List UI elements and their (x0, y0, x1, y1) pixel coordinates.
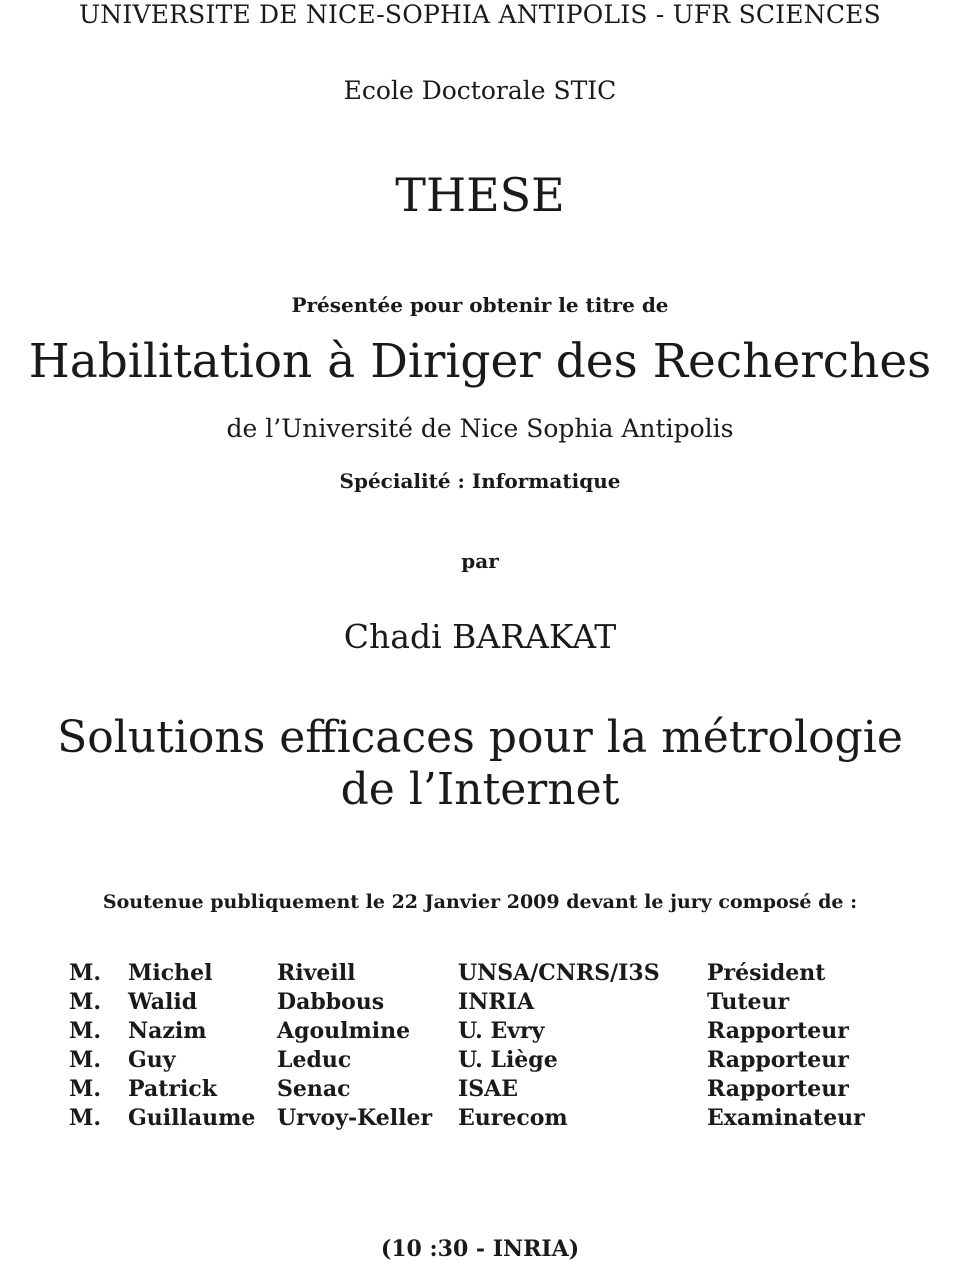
jury-member-institution: INRIA (458, 989, 535, 1015)
jury-row (0, 1047, 960, 1076)
jury-member-institution: U. Evry (458, 1018, 545, 1044)
jury-row (0, 989, 960, 1018)
jury-row (0, 1018, 960, 1047)
defense-statement: Soutenue publiquement le 22 Janvier 2009 devant le jury composé de : (102, 891, 858, 913)
presented-for-text: Présentée pour obtenir le titre de (291, 293, 669, 317)
jury-member-institution: ISAE (458, 1076, 519, 1102)
thesis-label: THESE (395, 168, 565, 222)
jury-row (0, 1105, 960, 1134)
jury-member-last-name: Dabbous (277, 989, 385, 1015)
university-header: UNIVERSITE DE NICE-SOPHIA ANTIPOLIS - UFR SCIENCES (79, 0, 881, 29)
jury-member-last-name: Urvoy-Keller (277, 1105, 433, 1131)
jury-table (0, 960, 960, 1134)
jury-member-last-name: Leduc (277, 1047, 352, 1073)
jury-member-role: Examinateur (707, 1105, 865, 1131)
jury-member-first-name: Walid (128, 989, 198, 1015)
jury-member-role: Rapporteur (707, 1047, 849, 1073)
doctoral-school: Ecole Doctorale STIC (343, 76, 617, 105)
jury-member-first-name: Guillaume (128, 1105, 256, 1131)
jury-row (0, 1076, 960, 1105)
jury-member-last-name: Agoulmine (277, 1018, 411, 1044)
jury-row (0, 960, 960, 989)
specialty: Spécialité : Informatique (339, 469, 621, 493)
jury-member-first-name: Patrick (128, 1076, 217, 1102)
jury-member-last-name: Riveill (277, 960, 356, 986)
jury-member-title: M. (69, 1105, 102, 1131)
degree-title: Habilitation à Diriger des Recherches (28, 334, 932, 389)
jury-member-title: M. (69, 1047, 102, 1073)
jury-member-last-name: Senac (277, 1076, 351, 1102)
defense-time-place: (10 :30 - INRIA) (380, 1236, 580, 1262)
jury-member-first-name: Nazim (128, 1018, 207, 1044)
jury-member-institution: UNSA/CNRS/I3S (458, 960, 660, 986)
jury-member-role: Président (707, 960, 826, 986)
jury-member-institution: U. Liège (458, 1047, 558, 1073)
jury-member-title: M. (69, 960, 102, 986)
jury-member-title: M. (69, 989, 102, 1015)
jury-member-role: Rapporteur (707, 1018, 849, 1044)
thesis-title-line-1: Solutions efficaces pour la métrologie (57, 712, 903, 763)
jury-member-title: M. (69, 1018, 102, 1044)
thesis-title-line-2: de l’Internet (340, 764, 620, 815)
jury-member-role: Tuteur (707, 989, 790, 1015)
jury-member-first-name: Guy (128, 1047, 176, 1073)
degree-university: de l’Université de Nice Sophia Antipolis (226, 414, 734, 443)
jury-member-role: Rapporteur (707, 1076, 849, 1102)
jury-member-institution: Eurecom (458, 1105, 568, 1131)
by-label: par (461, 549, 499, 573)
jury-member-first-name: Michel (128, 960, 213, 986)
jury-member-title: M. (69, 1076, 102, 1102)
author-name: Chadi BARAKAT (343, 617, 617, 656)
